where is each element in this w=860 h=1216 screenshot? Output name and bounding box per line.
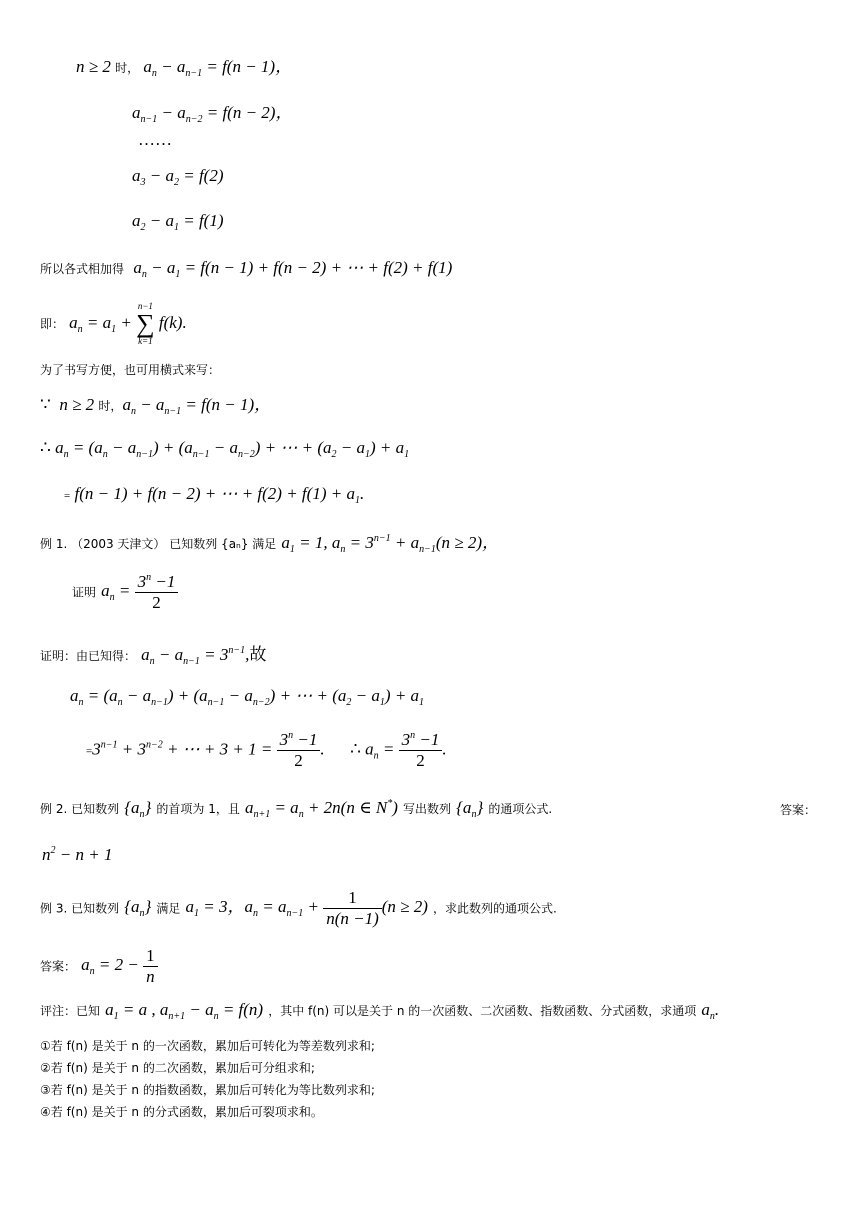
example-3-text-c: ，求此数列的通项公式.: [433, 901, 557, 916]
example-2-label: 例 2. 已知数列: [40, 802, 120, 816]
therefore-line: ∴ $a_n = (a_n - a_{n-1}) + (a_{n-1} - a_{n-2})$ + ⋯ + $(a_2 - a_1) + a_1$: [40, 438, 410, 460]
therefore-line-2: = f(n − 1) + f(n − 2) + ⋯ + $f(2) + f(1) + a_1$.: [64, 484, 365, 506]
example-1-prove: 证明 $a_n$ = $\frac{3^n -1}{2}$: [72, 572, 178, 613]
text-horizontal-note: 为了书写方便，也可用横式来写：: [40, 363, 221, 377]
example-2: 例 2. 已知数列 $\{a_n\}$ 的首项为 1，且 $a_{n+1} = a_n + 2n(n$ ∈ N*) 写出数列 $\{a_n\}$ 的通项公式.: [40, 798, 553, 820]
text-shi-2: 时，: [98, 399, 123, 413]
text-prove: 证明: [72, 585, 97, 600]
example-2-text-c: 写出数列: [403, 802, 452, 816]
proof-line-3: $=3^{n-1} + 3^{n-2}$ + ⋯ + 3 + 1 = $\frac{3^n -1}{2}$ . ∴ $a_n$ = $\frac{3^n -1}{2}$ .: [86, 730, 447, 770]
derivation-line-3: $a_3 - a_2 = f(2)$: [132, 166, 224, 188]
example-2-text-b: 的首项为 1，且: [156, 802, 240, 816]
proof-line-2: $a_n = (a_n - a_{n-1}) + (a_{n-1} - a_{n-2})$ + ⋯ + $(a_2 - a_1) + a_1$: [70, 686, 425, 708]
example-3-text-b: 满足: [156, 901, 181, 916]
proof-line-1: 证明：由已知得： $a_n - a_{n-1} = 3^{n-1}$,故: [40, 645, 267, 667]
note-1: ①若 f(n) 是关于 n 的一次函数，累加后可转化为等差数列求和;: [40, 1039, 375, 1053]
example-3: 例 3. 已知数列 $\{a_n\}$ 满足 $a_1 = 3$，$a_n = a_{n-1}$ + $\frac{1}{n(n -1)}$ (n ≥ 2) ，求此数列的通项公式.: [40, 888, 557, 928]
comment-label: 评注：已知: [40, 1004, 101, 1018]
example-2-answer: $n^2 - n + 1$: [42, 845, 113, 864]
example-3-answer-label: 答案：: [40, 959, 77, 974]
text-shi: 时，: [115, 61, 140, 75]
derivation-line-2: $a_{n-1} - a_{n-2} = f(n - 2)$，: [132, 103, 293, 125]
comment-text: ，其中 f(n) 可以是关于 n 的一次函数、二次函数、指数函数、分式函数，求通项: [268, 1004, 697, 1018]
text-proof: 证明：由已知得：: [40, 649, 137, 663]
sum-line: 所以各式相加得 $a_n - a_1 = f(n - 1) + f(n - 2)$ + ⋯ + f(2) + f(1): [40, 258, 453, 280]
example-2-text-d: 的通项公式.: [488, 802, 553, 816]
comment-line: 评注：已知 $a_1 = a$ , $a_{n+1} - a_n = f(n)$ ，其中 f(n) 可以是关于 n 的一次函数、二次函数、指数函数、分式函数，求通项 $a_n$.: [40, 1000, 720, 1022]
example-3-answer: 答案： $a_n = 2$ − $\frac{1}{n}$: [40, 946, 158, 987]
derivation-line-1: n ≥ 2 时， $a_n - a_{n-1} = f(n - 1)$，: [76, 57, 293, 79]
note-3: ③若 f(n) 是关于 n 的指数函数，累加后可转化为等比数列求和;: [40, 1083, 375, 1097]
example-1-label: 例 1. （2003 天津文） 已知数列 {aₙ} 满足: [40, 537, 277, 551]
note-4: ④若 f(n) 是关于 n 的分式函数，累加后可裂项求和。: [40, 1105, 323, 1119]
note-2: ②若 f(n) 是关于 n 的二次函数，累加后可分组求和;: [40, 1061, 315, 1075]
text-sum-intro: 所以各式相加得: [40, 262, 125, 276]
example-3-label: 例 3. 已知数列: [40, 901, 120, 916]
sum-formula-line: 即： $a_n = a_1$ + n−1 ∑ k=1 f(k).: [40, 301, 187, 346]
sigma-symbol: n−1 ∑ k=1: [136, 301, 155, 346]
example-2-answer-label: 答案：: [780, 803, 817, 817]
derivation-line-4: $a_2 - a_1 = f(1)$: [132, 211, 224, 233]
text-ji: 即：: [40, 316, 65, 331]
derivation-ellipsis: ……: [138, 130, 172, 149]
example-1: 例 1. （2003 天津文） 已知数列 {aₙ} 满足 $a_1 = 1$, $a_n = 3^{n-1} + a_{n-1}(n \ge 2)$，: [40, 533, 499, 555]
because-line: ∵ n ≥ 2 时，$a_n - a_{n-1} = f(n - 1)$，: [40, 395, 272, 417]
